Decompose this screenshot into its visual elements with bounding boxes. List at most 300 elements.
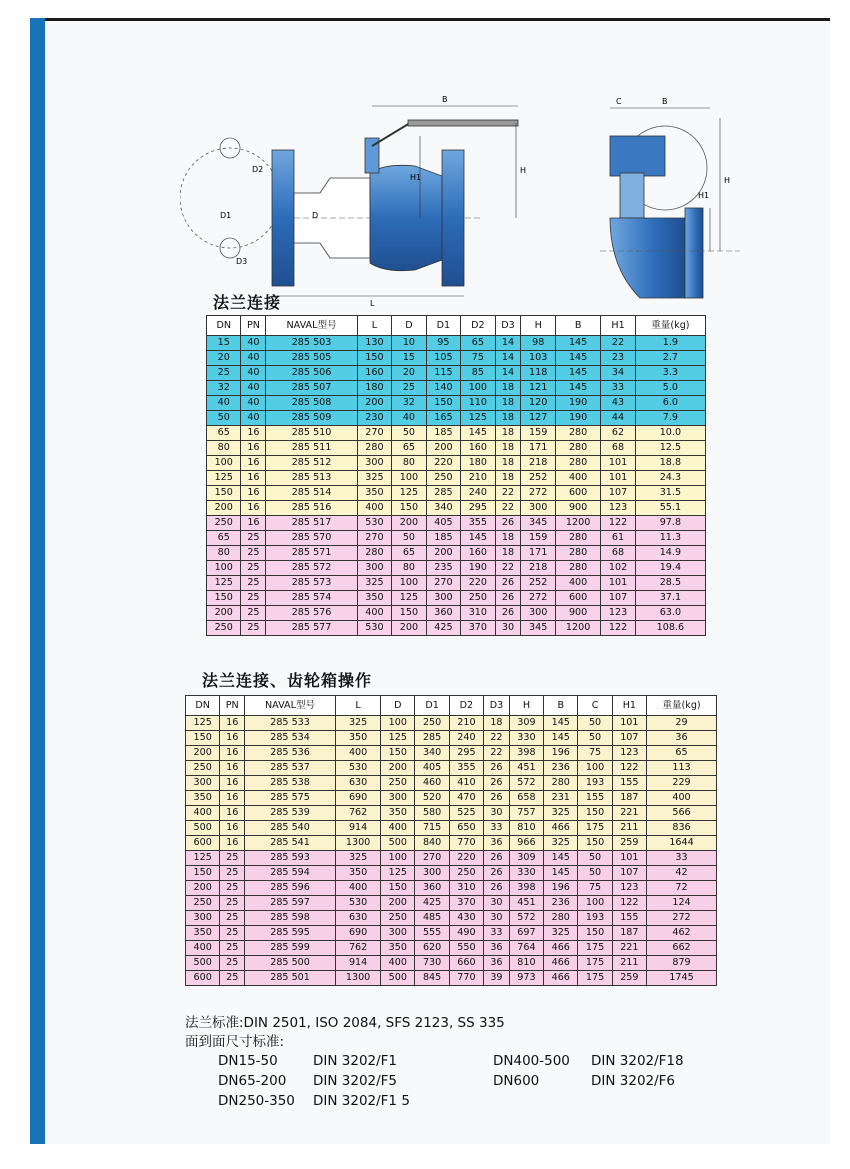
- column-header: L: [336, 696, 381, 716]
- table-cell: 22: [484, 746, 510, 761]
- table-cell: 285 594: [245, 866, 336, 881]
- table-cell: 221: [612, 806, 646, 821]
- table-cell: 600: [555, 591, 600, 606]
- table-cell: 572: [509, 776, 543, 791]
- table-row: [207, 471, 706, 486]
- table-cell: 63.0: [635, 606, 705, 621]
- table-cell: 22: [495, 486, 521, 501]
- table-cell: 340: [426, 501, 460, 516]
- table-cell: 280: [544, 911, 578, 926]
- table-cell: 200: [392, 621, 426, 636]
- table-cell: 462: [647, 926, 717, 941]
- column-header: H: [509, 696, 543, 716]
- table-cell: 1200: [555, 621, 600, 636]
- std-value: DIN 3202/F6: [591, 1073, 676, 1089]
- table-cell: 10.0: [635, 426, 705, 441]
- table-cell: 121: [521, 381, 555, 396]
- table-row: [207, 531, 706, 546]
- table-cell: 150: [578, 806, 612, 821]
- table-cell: 280: [357, 441, 391, 456]
- table-cell: 107: [612, 731, 646, 746]
- table-cell: 879: [647, 956, 717, 971]
- table-row: [207, 561, 706, 576]
- table-cell: 16: [241, 471, 266, 486]
- table-cell: 250: [426, 471, 460, 486]
- table-cell: 600: [186, 971, 220, 986]
- table-row: [207, 411, 706, 426]
- table-cell: 50: [207, 411, 241, 426]
- table-cell: 660: [449, 956, 483, 971]
- table-cell: 33: [484, 926, 510, 941]
- column-header: 重量(kg): [635, 316, 705, 336]
- table-cell: 18: [495, 411, 521, 426]
- table-cell: 900: [555, 606, 600, 621]
- standards-notes: [185, 1014, 684, 1112]
- std-dn: DN600: [493, 1073, 540, 1089]
- table-cell: 836: [647, 821, 717, 836]
- table-cell: 16: [220, 731, 245, 746]
- table-cell: 218: [521, 561, 555, 576]
- table-cell: 360: [426, 606, 460, 621]
- table-cell: 36: [647, 731, 717, 746]
- table-cell: 36: [484, 836, 510, 851]
- table-cell: 24.3: [635, 471, 705, 486]
- blue-side-strip: [30, 18, 45, 1144]
- table-cell: 65: [647, 746, 717, 761]
- table-cell: 62: [601, 426, 635, 441]
- table-cell: 26: [495, 516, 521, 531]
- table-cell: 460: [415, 776, 449, 791]
- std-value: DIN 3202/F5: [313, 1073, 398, 1089]
- table-cell: 325: [544, 806, 578, 821]
- table-cell: 355: [461, 516, 495, 531]
- table-cell: 123: [612, 746, 646, 761]
- table-row: [207, 336, 706, 351]
- table-cell: 451: [509, 896, 543, 911]
- dim-label-h1: H1: [410, 173, 422, 182]
- table-cell: 500: [381, 836, 415, 851]
- table-cell: 100: [381, 851, 415, 866]
- table-cell: 180: [357, 381, 391, 396]
- table-row: [207, 396, 706, 411]
- table-cell: 65: [461, 336, 495, 351]
- table-cell: 430: [449, 911, 483, 926]
- table-cell: 145: [461, 426, 495, 441]
- table-cell: 150: [186, 866, 220, 881]
- column-header: D2: [449, 696, 483, 716]
- table-cell: 340: [415, 746, 449, 761]
- table-cell: 75: [461, 351, 495, 366]
- table-cell: 37.1: [635, 591, 705, 606]
- table-cell: 150: [186, 731, 220, 746]
- table-cell: 125: [392, 486, 426, 501]
- table-cell: 355: [449, 761, 483, 776]
- table-cell: 32: [392, 396, 426, 411]
- table-cell: 370: [461, 621, 495, 636]
- table-cell: 285 506: [266, 366, 357, 381]
- table-cell: 100: [207, 561, 241, 576]
- table-cell: 101: [612, 851, 646, 866]
- table-cell: 400: [336, 746, 381, 761]
- table-cell: 914: [336, 821, 381, 836]
- table-cell: 25: [220, 911, 245, 926]
- table-cell: 325: [357, 471, 391, 486]
- table-cell: 25: [241, 621, 266, 636]
- table-cell: 110: [461, 396, 495, 411]
- table-cell: 26: [495, 591, 521, 606]
- table-cell: 285 599: [245, 941, 336, 956]
- table-cell: 33: [484, 821, 510, 836]
- column-header: D1: [415, 696, 449, 716]
- table-cell: 400: [186, 941, 220, 956]
- table-cell: 400: [381, 821, 415, 836]
- table-cell: 175: [578, 956, 612, 971]
- table-cell: 25: [392, 381, 426, 396]
- table-cell: 252: [521, 471, 555, 486]
- table-cell: 18: [484, 716, 510, 731]
- table-cell: 150: [207, 591, 241, 606]
- table-cell: 145: [555, 336, 600, 351]
- table-cell: 2.7: [635, 351, 705, 366]
- table-row: [186, 911, 717, 926]
- table-cell: 130: [357, 336, 391, 351]
- table-cell: 150: [392, 501, 426, 516]
- table-cell: 309: [509, 851, 543, 866]
- table-cell: 410: [449, 776, 483, 791]
- std-value: DIN 3202/F1: [313, 1053, 398, 1069]
- table-cell: 5.0: [635, 381, 705, 396]
- table-cell: 150: [578, 836, 612, 851]
- table-cell: 285 505: [266, 351, 357, 366]
- table-cell: 285 597: [245, 896, 336, 911]
- table-cell: 14: [495, 366, 521, 381]
- column-header: PN: [241, 316, 266, 336]
- table-cell: 211: [612, 956, 646, 971]
- table-cell: 200: [381, 896, 415, 911]
- table-row: [207, 501, 706, 516]
- table-cell: 15: [207, 336, 241, 351]
- table-cell: 16: [220, 836, 245, 851]
- table-cell: 50: [578, 716, 612, 731]
- table-row: [207, 426, 706, 441]
- table-cell: 220: [449, 851, 483, 866]
- table-cell: 107: [612, 866, 646, 881]
- table-cell: 300: [186, 776, 220, 791]
- section-title-gearbox: 法兰连接、齿轮箱操作: [202, 671, 373, 690]
- table-cell: 285 511: [266, 441, 357, 456]
- column-header: D2: [461, 316, 495, 336]
- table-cell: 40: [207, 396, 241, 411]
- table-cell: 764: [509, 941, 543, 956]
- table-cell: 840: [415, 836, 449, 851]
- table-cell: 300: [415, 866, 449, 881]
- table-cell: 25: [241, 546, 266, 561]
- table-cell: 75: [578, 881, 612, 896]
- table-cell: 280: [555, 441, 600, 456]
- dim-label-d2: D2: [252, 165, 264, 174]
- table-cell: 50: [578, 731, 612, 746]
- table-cell: 30: [495, 621, 521, 636]
- table-cell: 98: [521, 336, 555, 351]
- table-cell: 30: [484, 896, 510, 911]
- table-cell: 466: [544, 971, 578, 986]
- table-row: [186, 971, 717, 986]
- table-cell: 350: [336, 731, 381, 746]
- table-cell: 810: [509, 821, 543, 836]
- table-row: [186, 941, 717, 956]
- table-cell: 125: [381, 731, 415, 746]
- table-cell: 65: [207, 426, 241, 441]
- table-cell: 466: [544, 821, 578, 836]
- table-cell: 113: [647, 761, 717, 776]
- table-cell: 65: [392, 546, 426, 561]
- table-cell: 250: [381, 776, 415, 791]
- table-cell: 100: [578, 761, 612, 776]
- table-cell: 310: [461, 606, 495, 621]
- table-cell: 1644: [647, 836, 717, 851]
- table-cell: 6.0: [635, 396, 705, 411]
- table-cell: 150: [381, 881, 415, 896]
- table-cell: 18: [495, 546, 521, 561]
- table-cell: 914: [336, 956, 381, 971]
- table-cell: 16: [241, 456, 266, 471]
- table-cell: 530: [336, 896, 381, 911]
- table-cell: 350: [357, 486, 391, 501]
- table-cell: 22: [495, 501, 521, 516]
- table-cell: 145: [544, 866, 578, 881]
- table-cell: 16: [220, 746, 245, 761]
- column-header: B: [544, 696, 578, 716]
- table-cell: 18: [495, 441, 521, 456]
- table-cell: 300: [381, 926, 415, 941]
- catalog-page: [30, 18, 830, 1144]
- table-cell: 285 538: [245, 776, 336, 791]
- table-cell: 180: [461, 456, 495, 471]
- column-header: H1: [612, 696, 646, 716]
- table-cell: 270: [415, 851, 449, 866]
- table-cell: 400: [381, 956, 415, 971]
- table-cell: 757: [509, 806, 543, 821]
- table-cell: 285 508: [266, 396, 357, 411]
- table-cell: 490: [449, 926, 483, 941]
- table-cell: 16: [220, 761, 245, 776]
- table-cell: 16: [241, 486, 266, 501]
- table-cell: 525: [449, 806, 483, 821]
- table-cell: 295: [449, 746, 483, 761]
- table-cell: 80: [392, 456, 426, 471]
- table-row: [186, 716, 717, 731]
- table-cell: 1745: [647, 971, 717, 986]
- table-cell: 18: [495, 531, 521, 546]
- table-cell: 240: [449, 731, 483, 746]
- ball-valve-drawing: [180, 68, 540, 308]
- table-cell: 350: [381, 941, 415, 956]
- std-dn: DN65-200: [218, 1073, 287, 1089]
- table-cell: 108.6: [635, 621, 705, 636]
- table-cell: 190: [555, 396, 600, 411]
- table-cell: 200: [186, 881, 220, 896]
- table-cell: 40: [392, 411, 426, 426]
- table-cell: 280: [555, 456, 600, 471]
- table-cell: 29: [647, 716, 717, 731]
- table-cell: 40: [241, 366, 266, 381]
- table-cell: 270: [357, 426, 391, 441]
- table-cell: 100: [461, 381, 495, 396]
- column-header: H1: [601, 316, 635, 336]
- table-cell: 190: [461, 561, 495, 576]
- table-cell: 280: [555, 546, 600, 561]
- dim-label-d3: D3: [236, 257, 248, 266]
- dim-label-h: H: [520, 166, 527, 175]
- table-cell: 193: [578, 776, 612, 791]
- table-cell: 398: [509, 746, 543, 761]
- table-cell: 285 570: [266, 531, 357, 546]
- table-cell: 300: [521, 606, 555, 621]
- table-cell: 26: [484, 881, 510, 896]
- table-cell: 11.3: [635, 531, 705, 546]
- column-header: D3: [495, 316, 521, 336]
- table-cell: 80: [207, 546, 241, 561]
- table-cell: 218: [521, 456, 555, 471]
- table-cell: 285 540: [245, 821, 336, 836]
- table-row: [186, 821, 717, 836]
- table-cell: 400: [555, 471, 600, 486]
- table-cell: 160: [357, 366, 391, 381]
- table-cell: 285 507: [266, 381, 357, 396]
- table-cell: 466: [544, 956, 578, 971]
- table-cell: 187: [612, 926, 646, 941]
- table-cell: 230: [357, 411, 391, 426]
- table-cell: 580: [415, 806, 449, 821]
- table-cell: 185: [426, 426, 460, 441]
- table-cell: 360: [415, 881, 449, 896]
- table-cell: 16: [220, 821, 245, 836]
- table-cell: 220: [461, 576, 495, 591]
- table-cell: 125: [392, 591, 426, 606]
- table-cell: 26: [484, 851, 510, 866]
- table-cell: 101: [601, 456, 635, 471]
- column-header: D3: [484, 696, 510, 716]
- table-cell: 400: [555, 576, 600, 591]
- dim-label-l: L: [370, 299, 375, 308]
- table-cell: 101: [601, 576, 635, 591]
- table-cell: 34: [601, 366, 635, 381]
- table-cell: 285 513: [266, 471, 357, 486]
- table-cell: 160: [461, 441, 495, 456]
- table-cell: 100: [578, 896, 612, 911]
- table-cell: 19.4: [635, 561, 705, 576]
- table-cell: 25: [220, 896, 245, 911]
- table-cell: 762: [336, 941, 381, 956]
- table-cell: 300: [186, 911, 220, 926]
- table-cell: 26: [484, 776, 510, 791]
- std-dn: DN250-350: [218, 1093, 295, 1109]
- table-cell: 18: [495, 381, 521, 396]
- table-cell: 770: [449, 836, 483, 851]
- table-cell: 810: [509, 956, 543, 971]
- table-cell: 100: [392, 576, 426, 591]
- table-cell: 72: [647, 881, 717, 896]
- table-cell: 175: [578, 941, 612, 956]
- table-cell: 425: [426, 621, 460, 636]
- std-dn: DN15-50: [218, 1053, 278, 1069]
- table-cell: 26: [495, 576, 521, 591]
- column-header: 重量(kg): [647, 696, 717, 716]
- table-row: [207, 441, 706, 456]
- table-cell: 25: [220, 881, 245, 896]
- table-cell: 566: [647, 806, 717, 821]
- table-row: [186, 926, 717, 941]
- table-cell: 28.5: [635, 576, 705, 591]
- table-cell: 730: [415, 956, 449, 971]
- table-cell: 190: [555, 411, 600, 426]
- table-cell: 36: [484, 941, 510, 956]
- table-cell: 101: [612, 716, 646, 731]
- table-cell: 690: [336, 926, 381, 941]
- table-cell: 350: [381, 806, 415, 821]
- table-cell: 210: [449, 716, 483, 731]
- dim-label-h-right: H: [724, 176, 731, 185]
- table-cell: 285 598: [245, 911, 336, 926]
- table-cell: 285 509: [266, 411, 357, 426]
- table-cell: 30: [484, 911, 510, 926]
- table-cell: 155: [612, 776, 646, 791]
- table-cell: 345: [521, 621, 555, 636]
- table-row: [207, 606, 706, 621]
- table-cell: 68: [601, 441, 635, 456]
- table-cell: 122: [612, 896, 646, 911]
- dim-label-h1-right: H1: [698, 191, 710, 200]
- table-cell: 124: [647, 896, 717, 911]
- table-cell: 16: [241, 501, 266, 516]
- table-cell: 159: [521, 531, 555, 546]
- table-cell: 18: [495, 426, 521, 441]
- table-cell: 193: [578, 911, 612, 926]
- flange-gearbox-table: [185, 695, 717, 986]
- table-cell: 97.8: [635, 516, 705, 531]
- gearbox-valve-drawing: [570, 68, 750, 308]
- table-cell: 33: [601, 381, 635, 396]
- table-cell: 762: [336, 806, 381, 821]
- table-cell: 196: [544, 746, 578, 761]
- table-cell: 530: [336, 761, 381, 776]
- table-cell: 7.9: [635, 411, 705, 426]
- table-cell: 30: [484, 806, 510, 821]
- table-cell: 310: [449, 881, 483, 896]
- column-header: D: [381, 696, 415, 716]
- table-cell: 120: [521, 396, 555, 411]
- table-cell: 16: [241, 426, 266, 441]
- table-cell: 85: [461, 366, 495, 381]
- table-row: [207, 351, 706, 366]
- table-cell: 200: [207, 501, 241, 516]
- table-cell: 1.9: [635, 336, 705, 351]
- table-cell: 123: [601, 501, 635, 516]
- table-cell: 345: [521, 516, 555, 531]
- table-cell: 966: [509, 836, 543, 851]
- table-cell: 14: [495, 336, 521, 351]
- table-cell: 61: [601, 531, 635, 546]
- table-cell: 26: [484, 866, 510, 881]
- table-cell: 175: [578, 971, 612, 986]
- table-cell: 555: [415, 926, 449, 941]
- table-cell: 95: [426, 336, 460, 351]
- table-cell: 160: [461, 546, 495, 561]
- table-cell: 123: [601, 606, 635, 621]
- table-cell: 25: [220, 956, 245, 971]
- table-cell: 530: [357, 621, 391, 636]
- table-cell: 18: [495, 471, 521, 486]
